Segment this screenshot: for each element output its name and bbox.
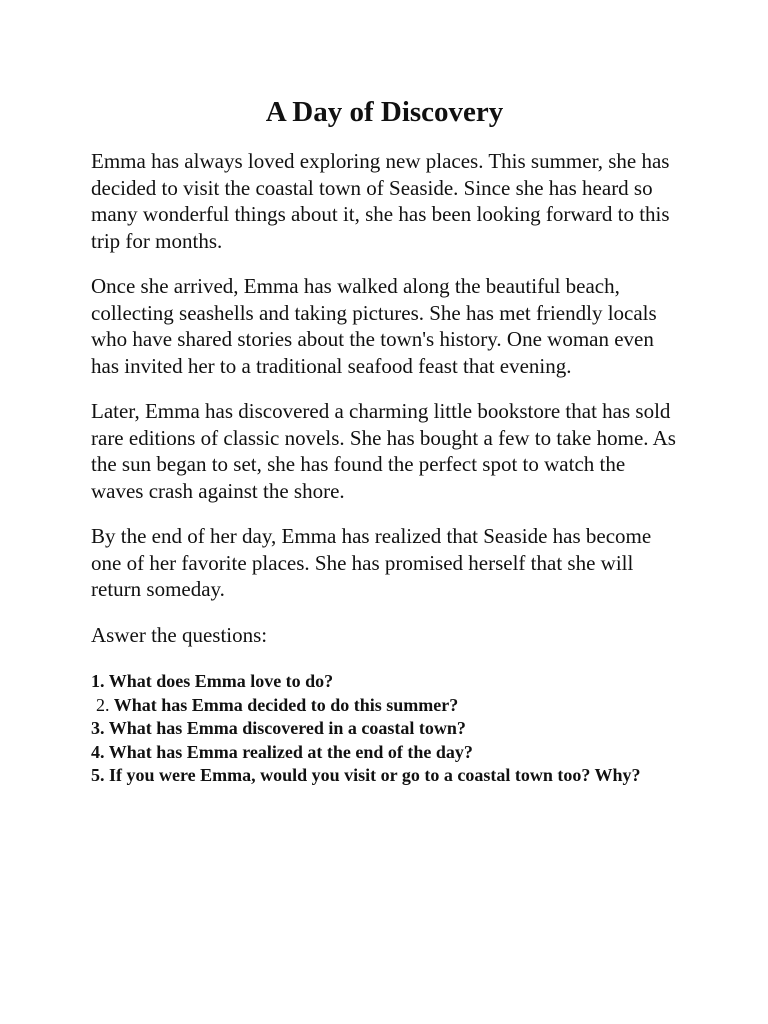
question-5 (91, 764, 678, 788)
questions-prompt: Aswer the questions: (91, 622, 268, 647)
question-text: If you were Emma, would you visit or go to a coastal town too? Why? (109, 765, 641, 785)
document-title: A Day of Discovery (265, 96, 504, 128)
question-number: 3. (91, 718, 105, 738)
question-4 (91, 741, 678, 765)
question-2 (91, 694, 678, 718)
question-1 (91, 670, 678, 694)
question-number: 2. (96, 694, 110, 715)
question-number: 5. (91, 765, 105, 785)
question-list (91, 670, 678, 788)
question-number: 1. (91, 671, 105, 691)
question-text: What has Emma discovered in a coastal town? (108, 718, 466, 738)
question-3 (91, 717, 678, 741)
paragraph-4: By the end of her day, Emma has realized that Seaside has become one of her favorite places. She has promised herself that she will return someday. (91, 524, 652, 601)
paragraph-1: Emma has always loved exploring new places. This summer, she has decided to visit the coastal town of Seaside. Since she has heard so many wonderful things about it, she has been looking forward to this trip for months. (91, 149, 670, 253)
question-text: What has Emma realized at the end of the day? (108, 741, 473, 762)
paragraph-3: Later, Emma has discovered a charming little bookstore that has sold rare editions of classic novels. She has bought a few to take home. As the sun began to set, she has found the perfect spot to watch the waves crash against the shore. (91, 399, 676, 503)
question-number: 4. (91, 741, 105, 762)
question-text: What has Emma decided to do this summer? (113, 694, 459, 715)
paragraph-2: Once she arrived, Emma has walked along the beautiful beach, collecting seashells and taking pictures. She has met friendly locals who have shared stories about the town's history. One woman even has invited her to a traditional seafood feast that evening. (91, 274, 657, 378)
question-text: What does Emma love to do? (108, 671, 334, 691)
